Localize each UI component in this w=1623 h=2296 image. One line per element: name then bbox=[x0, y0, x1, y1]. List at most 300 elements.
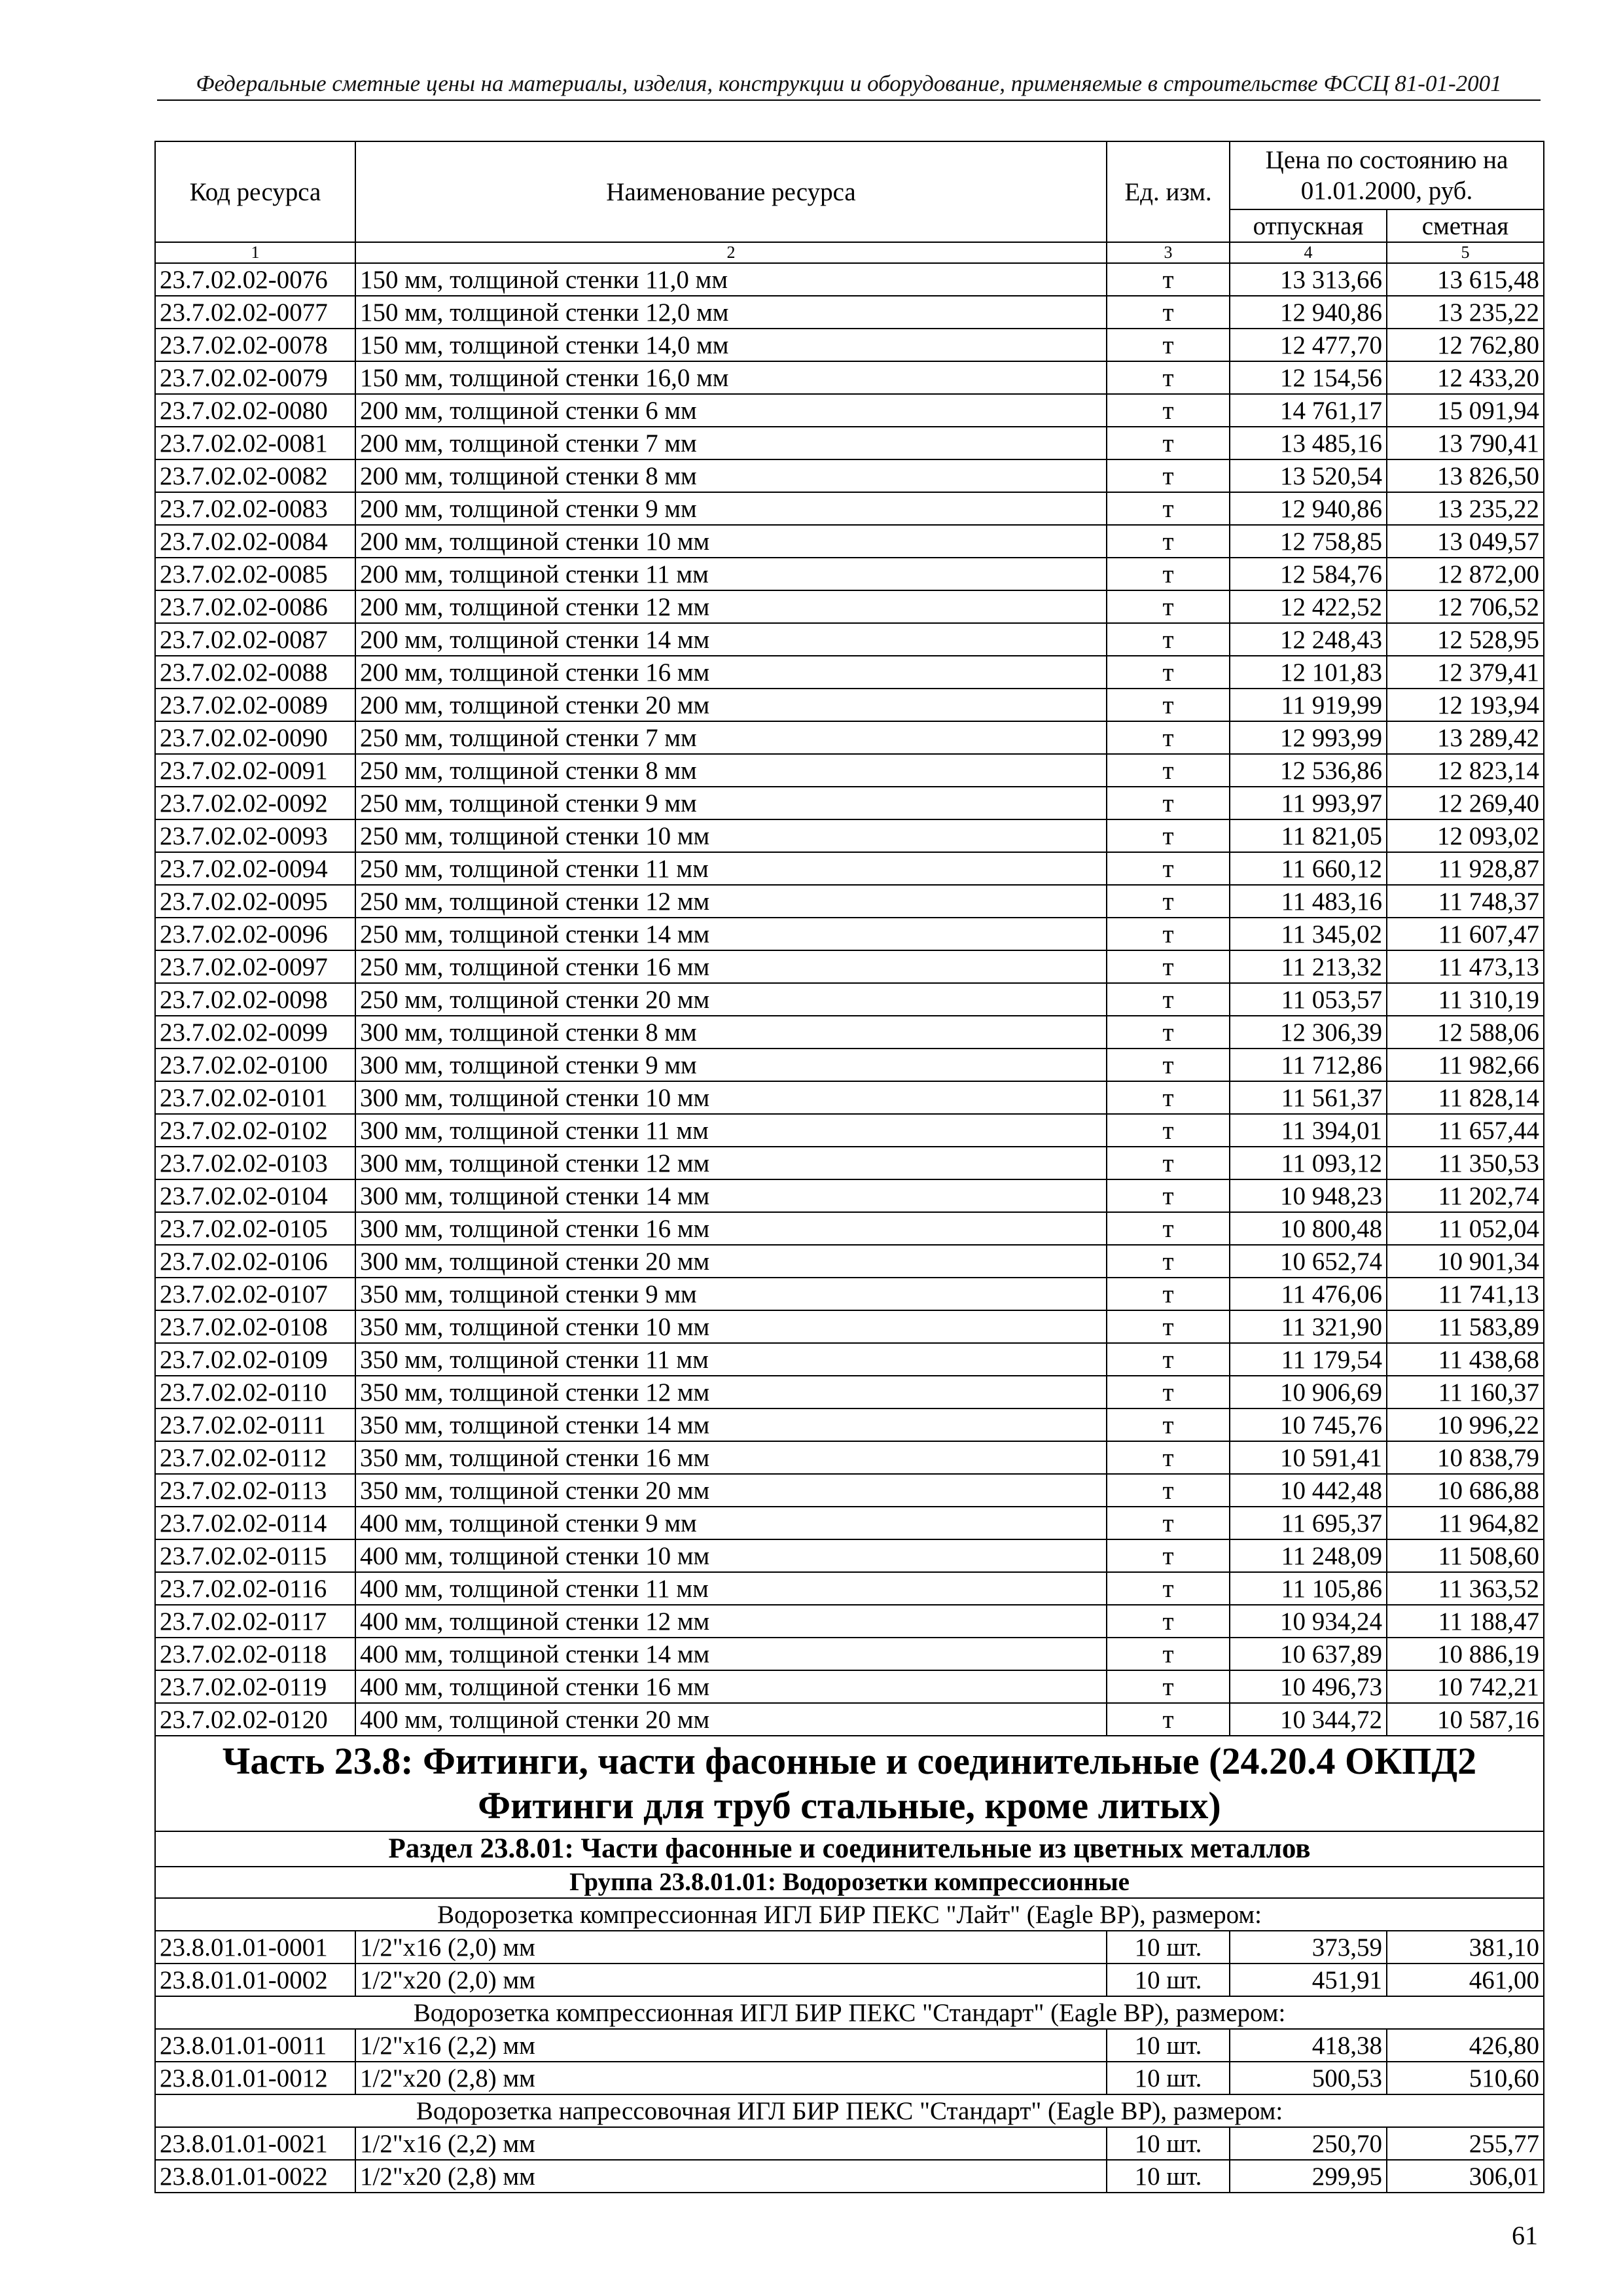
unit: т bbox=[1107, 983, 1230, 1016]
resource-code: 23.8.01.01-0021 bbox=[155, 2127, 355, 2160]
estimate-price: 11 202,74 bbox=[1387, 1179, 1544, 1212]
col-header-unit: Ед. изм. bbox=[1107, 141, 1230, 242]
unit: т bbox=[1107, 918, 1230, 950]
resource-code: 23.7.02.02-0084 bbox=[155, 525, 355, 558]
release-price: 12 940,86 bbox=[1230, 492, 1387, 525]
table-row bbox=[155, 1081, 1544, 1114]
column-number: 1 bbox=[155, 242, 355, 263]
estimate-price: 13 235,22 bbox=[1387, 296, 1544, 329]
unit: т bbox=[1107, 885, 1230, 918]
release-price: 299,95 bbox=[1230, 2160, 1387, 2193]
unit: т bbox=[1107, 1179, 1230, 1212]
table-row bbox=[155, 1539, 1544, 1572]
unit: 10 шт. bbox=[1107, 2160, 1230, 2193]
column-number: 3 bbox=[1107, 242, 1230, 263]
resource-name: 200 мм, толщиной стенки 7 мм bbox=[355, 427, 1107, 459]
release-price: 11 179,54 bbox=[1230, 1343, 1387, 1376]
col-header-price-group: Цена по состоянию на 01.01.2000, руб. bbox=[1230, 141, 1544, 209]
table-row bbox=[155, 2127, 1544, 2160]
table-row bbox=[155, 787, 1544, 819]
release-price: 12 248,43 bbox=[1230, 623, 1387, 656]
resource-code: 23.7.02.02-0086 bbox=[155, 590, 355, 623]
release-price: 11 660,12 bbox=[1230, 852, 1387, 885]
release-price: 451,91 bbox=[1230, 1964, 1387, 1996]
table-row bbox=[155, 1572, 1544, 1605]
table-row bbox=[155, 1931, 1544, 1964]
table-row bbox=[155, 1605, 1544, 1638]
table-row bbox=[155, 427, 1544, 459]
resource-name: 200 мм, толщиной стенки 14 мм bbox=[355, 623, 1107, 656]
estimate-price: 11 350,53 bbox=[1387, 1147, 1544, 1179]
unit: т bbox=[1107, 1016, 1230, 1049]
release-price: 11 483,16 bbox=[1230, 885, 1387, 918]
price-table bbox=[154, 141, 1544, 2193]
estimate-price: 11 160,37 bbox=[1387, 1376, 1544, 1408]
resource-name: 150 мм, толщиной стенки 11,0 мм bbox=[355, 263, 1107, 296]
resource-name: 350 мм, толщиной стенки 10 мм bbox=[355, 1310, 1107, 1343]
estimate-price: 306,01 bbox=[1387, 2160, 1544, 2193]
col-header-name: Наименование ресурса bbox=[355, 141, 1107, 242]
table-row bbox=[155, 590, 1544, 623]
release-price: 10 745,76 bbox=[1230, 1408, 1387, 1441]
estimate-price: 11 310,19 bbox=[1387, 983, 1544, 1016]
table-row bbox=[155, 1474, 1544, 1507]
table-row bbox=[155, 1245, 1544, 1278]
estimate-price: 11 508,60 bbox=[1387, 1539, 1544, 1572]
release-price: 10 652,74 bbox=[1230, 1245, 1387, 1278]
table-row bbox=[155, 819, 1544, 852]
release-price: 13 313,66 bbox=[1230, 263, 1387, 296]
table-row bbox=[155, 1408, 1544, 1441]
resource-name: 400 мм, толщиной стенки 14 мм bbox=[355, 1638, 1107, 1670]
table-header bbox=[155, 141, 1544, 263]
table-row bbox=[155, 558, 1544, 590]
resource-code: 23.7.02.02-0103 bbox=[155, 1147, 355, 1179]
resource-code: 23.8.01.01-0012 bbox=[155, 2062, 355, 2094]
unit: т bbox=[1107, 296, 1230, 329]
release-price: 12 584,76 bbox=[1230, 558, 1387, 590]
column-number: 2 bbox=[355, 242, 1107, 263]
unit: т bbox=[1107, 329, 1230, 361]
resource-code: 23.7.02.02-0090 bbox=[155, 721, 355, 754]
subgroup-heading: Водорозетка напрессовочная ИГЛ БИР ПЕКС "Стандарт" (Eagle BP), размером: bbox=[155, 2094, 1544, 2127]
resource-name: 300 мм, толщиной стенки 14 мм bbox=[355, 1179, 1107, 1212]
resource-code: 23.7.02.02-0081 bbox=[155, 427, 355, 459]
subgroup-heading-row bbox=[155, 1996, 1544, 2029]
resource-code: 23.7.02.02-0085 bbox=[155, 558, 355, 590]
release-price: 11 394,01 bbox=[1230, 1114, 1387, 1147]
unit: т bbox=[1107, 852, 1230, 885]
release-price: 11 821,05 bbox=[1230, 819, 1387, 852]
resource-name: 350 мм, толщиной стенки 14 мм bbox=[355, 1408, 1107, 1441]
estimate-price: 12 823,14 bbox=[1387, 754, 1544, 787]
resource-name: 200 мм, толщиной стенки 20 мм bbox=[355, 689, 1107, 721]
resource-code: 23.7.02.02-0089 bbox=[155, 689, 355, 721]
subgroup-heading: Водорозетка компрессионная ИГЛ БИР ПЕКС "Лайт" (Eagle BP), размером: bbox=[155, 1898, 1544, 1931]
estimate-price: 13 289,42 bbox=[1387, 721, 1544, 754]
release-price: 12 993,99 bbox=[1230, 721, 1387, 754]
estimate-price: 15 091,94 bbox=[1387, 394, 1544, 427]
unit: т bbox=[1107, 1605, 1230, 1638]
unit: 10 шт. bbox=[1107, 1964, 1230, 1996]
resource-name: 1/2"х16 (2,0) мм bbox=[355, 1931, 1107, 1964]
resource-code: 23.7.02.02-0119 bbox=[155, 1670, 355, 1703]
estimate-price: 13 049,57 bbox=[1387, 525, 1544, 558]
resource-code: 23.7.02.02-0080 bbox=[155, 394, 355, 427]
unit: т bbox=[1107, 492, 1230, 525]
resource-code: 23.7.02.02-0098 bbox=[155, 983, 355, 1016]
table-row bbox=[155, 329, 1544, 361]
resource-name: 300 мм, толщиной стенки 8 мм bbox=[355, 1016, 1107, 1049]
unit: т bbox=[1107, 1703, 1230, 1736]
estimate-price: 11 741,13 bbox=[1387, 1278, 1544, 1310]
subgroup-heading-row bbox=[155, 1898, 1544, 1931]
group-title: Группа 23.8.01.01: Водорозетки компрессионные bbox=[155, 1867, 1544, 1898]
unit: 10 шт. bbox=[1107, 2127, 1230, 2160]
release-price: 14 761,17 bbox=[1230, 394, 1387, 427]
estimate-price: 11 052,04 bbox=[1387, 1212, 1544, 1245]
release-price: 11 321,90 bbox=[1230, 1310, 1387, 1343]
table-row bbox=[155, 394, 1544, 427]
release-price: 11 105,86 bbox=[1230, 1572, 1387, 1605]
estimate-price: 11 928,87 bbox=[1387, 852, 1544, 885]
estimate-price: 12 269,40 bbox=[1387, 787, 1544, 819]
resource-name: 350 мм, толщиной стенки 12 мм bbox=[355, 1376, 1107, 1408]
resource-name: 250 мм, толщиной стенки 16 мм bbox=[355, 950, 1107, 983]
release-price: 11 248,09 bbox=[1230, 1539, 1387, 1572]
resource-code: 23.7.02.02-0109 bbox=[155, 1343, 355, 1376]
table-row bbox=[155, 918, 1544, 950]
estimate-price: 11 583,89 bbox=[1387, 1310, 1544, 1343]
col-header-release: отпускная bbox=[1230, 209, 1387, 242]
unit: т bbox=[1107, 787, 1230, 819]
table-row bbox=[155, 2029, 1544, 2062]
unit: т bbox=[1107, 1310, 1230, 1343]
resource-code: 23.7.02.02-0095 bbox=[155, 885, 355, 918]
estimate-price: 13 790,41 bbox=[1387, 427, 1544, 459]
release-price: 10 442,48 bbox=[1230, 1474, 1387, 1507]
part-23-8 bbox=[155, 1736, 1544, 1898]
unit: т bbox=[1107, 427, 1230, 459]
estimate-price: 11 982,66 bbox=[1387, 1049, 1544, 1081]
resource-name: 200 мм, толщиной стенки 11 мм bbox=[355, 558, 1107, 590]
resource-name: 1/2"х16 (2,2) мм bbox=[355, 2029, 1107, 2062]
resource-name: 150 мм, толщиной стенки 16,0 мм bbox=[355, 361, 1107, 394]
release-price: 11 053,57 bbox=[1230, 983, 1387, 1016]
release-price: 373,59 bbox=[1230, 1931, 1387, 1964]
resource-name: 200 мм, толщиной стенки 16 мм bbox=[355, 656, 1107, 689]
unit: т bbox=[1107, 754, 1230, 787]
release-price: 12 101,83 bbox=[1230, 656, 1387, 689]
estimate-price: 10 587,16 bbox=[1387, 1703, 1544, 1736]
table-row bbox=[155, 2062, 1544, 2094]
unit: т bbox=[1107, 1474, 1230, 1507]
estimate-price: 13 615,48 bbox=[1387, 263, 1544, 296]
estimate-price: 13 826,50 bbox=[1387, 459, 1544, 492]
table-row bbox=[155, 525, 1544, 558]
unit: т bbox=[1107, 656, 1230, 689]
resource-name: 150 мм, толщиной стенки 12,0 мм bbox=[355, 296, 1107, 329]
resource-code: 23.7.02.02-0115 bbox=[155, 1539, 355, 1572]
resource-name: 200 мм, толщиной стенки 10 мм bbox=[355, 525, 1107, 558]
estimate-price: 10 838,79 bbox=[1387, 1441, 1544, 1474]
unit: т bbox=[1107, 1212, 1230, 1245]
resource-name: 350 мм, толщиной стенки 9 мм bbox=[355, 1278, 1107, 1310]
resource-name: 250 мм, толщиной стенки 11 мм bbox=[355, 852, 1107, 885]
resource-name: 350 мм, толщиной стенки 16 мм bbox=[355, 1441, 1107, 1474]
release-price: 11 919,99 bbox=[1230, 689, 1387, 721]
column-numbers-row bbox=[155, 242, 1544, 263]
unit: т bbox=[1107, 1049, 1230, 1081]
unit: т bbox=[1107, 1572, 1230, 1605]
resource-code: 23.7.02.02-0106 bbox=[155, 1245, 355, 1278]
release-price: 11 695,37 bbox=[1230, 1507, 1387, 1539]
estimate-price: 12 588,06 bbox=[1387, 1016, 1544, 1049]
resource-name: 200 мм, толщиной стенки 8 мм bbox=[355, 459, 1107, 492]
resource-code: 23.7.02.02-0108 bbox=[155, 1310, 355, 1343]
table-row bbox=[155, 1441, 1544, 1474]
resource-name: 200 мм, толщиной стенки 6 мм bbox=[355, 394, 1107, 427]
table-row bbox=[155, 689, 1544, 721]
resource-name: 200 мм, толщиной стенки 9 мм bbox=[355, 492, 1107, 525]
resource-code: 23.7.02.02-0094 bbox=[155, 852, 355, 885]
resource-name: 400 мм, толщиной стенки 9 мм bbox=[355, 1507, 1107, 1539]
resource-name: 150 мм, толщиной стенки 14,0 мм bbox=[355, 329, 1107, 361]
estimate-price: 12 433,20 bbox=[1387, 361, 1544, 394]
resource-name: 250 мм, толщиной стенки 14 мм bbox=[355, 918, 1107, 950]
column-number: 5 bbox=[1387, 242, 1544, 263]
estimate-price: 11 748,37 bbox=[1387, 885, 1544, 918]
col-header-code: Код ресурса bbox=[155, 141, 355, 242]
table-row bbox=[155, 950, 1544, 983]
resource-code: 23.7.02.02-0104 bbox=[155, 1179, 355, 1212]
estimate-price: 12 379,41 bbox=[1387, 656, 1544, 689]
resource-code: 23.7.02.02-0101 bbox=[155, 1081, 355, 1114]
table-row bbox=[155, 263, 1544, 296]
resource-name: 300 мм, толщиной стенки 10 мм bbox=[355, 1081, 1107, 1114]
release-price: 10 906,69 bbox=[1230, 1376, 1387, 1408]
resource-code: 23.7.02.02-0112 bbox=[155, 1441, 355, 1474]
table-row bbox=[155, 492, 1544, 525]
estimate-price: 12 762,80 bbox=[1387, 329, 1544, 361]
resource-code: 23.7.02.02-0117 bbox=[155, 1605, 355, 1638]
estimate-price: 381,10 bbox=[1387, 1931, 1544, 1964]
unit: т bbox=[1107, 459, 1230, 492]
estimate-price: 10 742,21 bbox=[1387, 1670, 1544, 1703]
table-row bbox=[155, 1016, 1544, 1049]
unit: т bbox=[1107, 525, 1230, 558]
resource-code: 23.7.02.02-0087 bbox=[155, 623, 355, 656]
table-row bbox=[155, 1114, 1544, 1147]
resource-name: 400 мм, толщиной стенки 20 мм bbox=[355, 1703, 1107, 1736]
release-price: 12 306,39 bbox=[1230, 1016, 1387, 1049]
running-header: Федеральные сметные цены на материалы, изделия, конструкции и оборудование, применяемые в строительстве ФССЦ 81-01-2001 bbox=[157, 71, 1541, 101]
unit: 10 шт. bbox=[1107, 1931, 1230, 1964]
unit: т bbox=[1107, 263, 1230, 296]
table-row bbox=[155, 656, 1544, 689]
resource-name: 300 мм, толщиной стенки 9 мм bbox=[355, 1049, 1107, 1081]
release-price: 418,38 bbox=[1230, 2029, 1387, 2062]
resource-name: 250 мм, толщиной стенки 20 мм bbox=[355, 983, 1107, 1016]
estimate-price: 461,00 bbox=[1387, 1964, 1544, 1996]
estimate-price: 11 828,14 bbox=[1387, 1081, 1544, 1114]
resource-code: 23.7.02.02-0107 bbox=[155, 1278, 355, 1310]
estimate-price: 10 686,88 bbox=[1387, 1474, 1544, 1507]
table-row bbox=[155, 1310, 1544, 1343]
resource-name: 1/2"х20 (2,8) мм bbox=[355, 2062, 1107, 2094]
estimate-price: 255,77 bbox=[1387, 2127, 1544, 2160]
release-price: 10 344,72 bbox=[1230, 1703, 1387, 1736]
resource-name: 300 мм, толщиной стенки 12 мм bbox=[355, 1147, 1107, 1179]
estimate-price: 12 706,52 bbox=[1387, 590, 1544, 623]
table-row bbox=[155, 1964, 1544, 1996]
resource-code: 23.7.02.02-0116 bbox=[155, 1572, 355, 1605]
part-title: Часть 23.8: Фитинги, части фасонные и соединительные (24.20.4 ОКПД2 Фитинги для труб стальные, кроме литых) bbox=[155, 1736, 1544, 1831]
table-row bbox=[155, 1703, 1544, 1736]
resource-code: 23.7.02.02-0078 bbox=[155, 329, 355, 361]
release-price: 250,70 bbox=[1230, 2127, 1387, 2160]
resource-name: 350 мм, толщиной стенки 11 мм bbox=[355, 1343, 1107, 1376]
page-number: 61 bbox=[1512, 2221, 1538, 2250]
resource-code: 23.7.02.02-0092 bbox=[155, 787, 355, 819]
release-price: 10 800,48 bbox=[1230, 1212, 1387, 1245]
resource-name: 300 мм, толщиной стенки 11 мм bbox=[355, 1114, 1107, 1147]
resource-name: 400 мм, толщиной стенки 12 мм bbox=[355, 1605, 1107, 1638]
table-row bbox=[155, 1212, 1544, 1245]
release-price: 12 940,86 bbox=[1230, 296, 1387, 329]
resource-name: 200 мм, толщиной стенки 12 мм bbox=[355, 590, 1107, 623]
resource-name: 250 мм, толщиной стенки 7 мм bbox=[355, 721, 1107, 754]
unit: т bbox=[1107, 590, 1230, 623]
unit: т bbox=[1107, 1147, 1230, 1179]
resource-code: 23.7.02.02-0110 bbox=[155, 1376, 355, 1408]
table-row bbox=[155, 459, 1544, 492]
estimate-price: 12 528,95 bbox=[1387, 623, 1544, 656]
release-price: 11 993,97 bbox=[1230, 787, 1387, 819]
estimate-price: 13 235,22 bbox=[1387, 492, 1544, 525]
estimate-price: 11 438,68 bbox=[1387, 1343, 1544, 1376]
table-row bbox=[155, 1049, 1544, 1081]
resource-name: 1/2"х16 (2,2) мм bbox=[355, 2127, 1107, 2160]
release-price: 11 712,86 bbox=[1230, 1049, 1387, 1081]
unit: т bbox=[1107, 1670, 1230, 1703]
table-row bbox=[155, 2160, 1544, 2193]
table-row bbox=[155, 1376, 1544, 1408]
table-row bbox=[155, 754, 1544, 787]
estimate-price: 11 657,44 bbox=[1387, 1114, 1544, 1147]
estimate-price: 12 193,94 bbox=[1387, 689, 1544, 721]
unit: т bbox=[1107, 819, 1230, 852]
resource-name: 400 мм, толщиной стенки 16 мм bbox=[355, 1670, 1107, 1703]
resource-code: 23.7.02.02-0113 bbox=[155, 1474, 355, 1507]
table-row bbox=[155, 361, 1544, 394]
resource-code: 23.7.02.02-0099 bbox=[155, 1016, 355, 1049]
unit: т bbox=[1107, 623, 1230, 656]
resource-code: 23.8.01.01-0011 bbox=[155, 2029, 355, 2062]
resource-code: 23.8.01.01-0002 bbox=[155, 1964, 355, 1996]
unit: т bbox=[1107, 689, 1230, 721]
resource-code: 23.7.02.02-0076 bbox=[155, 263, 355, 296]
estimate-price: 11 607,47 bbox=[1387, 918, 1544, 950]
resource-code: 23.8.01.01-0001 bbox=[155, 1931, 355, 1964]
release-price: 10 637,89 bbox=[1230, 1638, 1387, 1670]
unit: т bbox=[1107, 1441, 1230, 1474]
unit: т bbox=[1107, 1343, 1230, 1376]
unit: 10 шт. bbox=[1107, 2029, 1230, 2062]
resource-name: 400 мм, толщиной стенки 11 мм bbox=[355, 1572, 1107, 1605]
unit: т bbox=[1107, 361, 1230, 394]
resource-code: 23.7.02.02-0111 bbox=[155, 1408, 355, 1441]
column-number: 4 bbox=[1230, 242, 1387, 263]
release-price: 12 758,85 bbox=[1230, 525, 1387, 558]
release-price: 10 934,24 bbox=[1230, 1605, 1387, 1638]
section-title: Раздел 23.8.01: Части фасонные и соединительные из цветных металлов bbox=[155, 1831, 1544, 1867]
unit: т bbox=[1107, 558, 1230, 590]
unit: т bbox=[1107, 1408, 1230, 1441]
table-row bbox=[155, 1147, 1544, 1179]
col-header-estimate: сметная bbox=[1387, 209, 1544, 242]
resource-name: 250 мм, толщиной стенки 8 мм bbox=[355, 754, 1107, 787]
unit: т bbox=[1107, 1507, 1230, 1539]
resource-code: 23.7.02.02-0118 bbox=[155, 1638, 355, 1670]
estimate-price: 10 886,19 bbox=[1387, 1638, 1544, 1670]
release-price: 12 154,56 bbox=[1230, 361, 1387, 394]
estimate-price: 11 363,52 bbox=[1387, 1572, 1544, 1605]
estimate-price: 12 093,02 bbox=[1387, 819, 1544, 852]
resource-name: 400 мм, толщиной стенки 10 мм bbox=[355, 1539, 1107, 1572]
table-row bbox=[155, 983, 1544, 1016]
resource-code: 23.7.02.02-0114 bbox=[155, 1507, 355, 1539]
estimate-price: 12 872,00 bbox=[1387, 558, 1544, 590]
subgroup-heading: Водорозетка компрессионная ИГЛ БИР ПЕКС "Стандарт" (Eagle BP), размером: bbox=[155, 1996, 1544, 2029]
release-price: 11 093,12 bbox=[1230, 1147, 1387, 1179]
resource-code: 23.7.02.02-0082 bbox=[155, 459, 355, 492]
unit: т bbox=[1107, 721, 1230, 754]
release-price: 12 422,52 bbox=[1230, 590, 1387, 623]
unit: т bbox=[1107, 394, 1230, 427]
resource-code: 23.7.02.02-0096 bbox=[155, 918, 355, 950]
table-row bbox=[155, 1278, 1544, 1310]
estimate-price: 510,60 bbox=[1387, 2062, 1544, 2094]
resource-name: 250 мм, толщиной стенки 12 мм bbox=[355, 885, 1107, 918]
table-row bbox=[155, 296, 1544, 329]
table-row bbox=[155, 1179, 1544, 1212]
release-price: 11 561,37 bbox=[1230, 1081, 1387, 1114]
resource-name: 300 мм, толщиной стенки 20 мм bbox=[355, 1245, 1107, 1278]
resource-code: 23.7.02.02-0077 bbox=[155, 296, 355, 329]
unit: т bbox=[1107, 1638, 1230, 1670]
resource-name: 300 мм, толщиной стенки 16 мм bbox=[355, 1212, 1107, 1245]
resource-code: 23.7.02.02-0079 bbox=[155, 361, 355, 394]
table-row bbox=[155, 623, 1544, 656]
resource-code: 23.8.01.01-0022 bbox=[155, 2160, 355, 2193]
estimate-price: 11 473,13 bbox=[1387, 950, 1544, 983]
table-row bbox=[155, 1507, 1544, 1539]
table-row bbox=[155, 885, 1544, 918]
resource-code: 23.7.02.02-0120 bbox=[155, 1703, 355, 1736]
resource-name: 250 мм, толщиной стенки 9 мм bbox=[355, 787, 1107, 819]
unit: т bbox=[1107, 1278, 1230, 1310]
release-price: 500,53 bbox=[1230, 2062, 1387, 2094]
unit: т bbox=[1107, 1245, 1230, 1278]
release-price: 10 948,23 bbox=[1230, 1179, 1387, 1212]
pipe-rows bbox=[155, 263, 1544, 1736]
release-price: 10 591,41 bbox=[1230, 1441, 1387, 1474]
unit: т bbox=[1107, 1081, 1230, 1114]
table-row bbox=[155, 852, 1544, 885]
fitting-rows bbox=[155, 1898, 1544, 2193]
unit: т bbox=[1107, 950, 1230, 983]
